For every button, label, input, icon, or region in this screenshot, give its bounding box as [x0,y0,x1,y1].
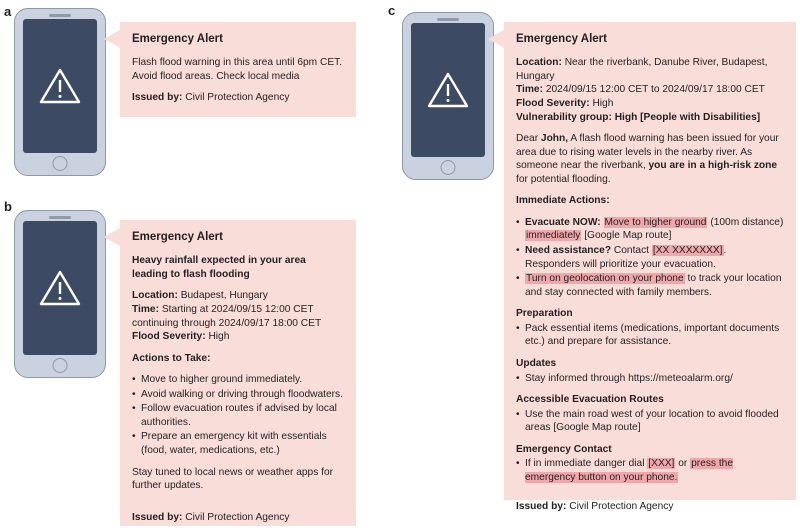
immediate-1-bold: Evacuate NOW: [525,216,601,228]
phone-home-button[interactable] [53,156,68,171]
alert-title: Emergency Alert [132,231,223,243]
list-item [516,216,784,243]
alert-card-a [120,22,356,117]
preparation-list [516,322,784,349]
contact-highlight-2: press the emergency button on your phone. [525,458,734,483]
alert-issued [132,511,344,525]
alert-greeting [516,132,784,186]
warning-triangle-icon [38,268,82,308]
phone-speaker [49,14,71,17]
phone-speaker [437,18,459,21]
list-item: • Prepare an emergency kit with essentials (food, water, medications, etc.) [132,430,344,457]
warning-triangle-icon [426,70,470,110]
phone-home-button[interactable] [53,358,68,373]
alert-title: Emergency Alert [132,33,223,45]
list-item [516,272,784,299]
actions-list [132,373,344,457]
immediate-2-bold: Need assistance? [525,245,612,257]
immediate-1-end: [Google Map route] [581,230,672,242]
updates-heading: Updates [516,357,557,369]
location-label: Location: [132,290,178,302]
phone-screen-c [411,23,485,157]
immediate-actions-list [516,216,784,299]
contact-list [516,457,784,484]
list-item: • Follow evacuation routes if advised by local authorities. [132,402,344,429]
list-item [516,244,784,271]
immediate-2-highlight: [XX XXXXXXX] [652,245,723,257]
alert-headline: Heavy rainfall expected in your area leading to flash flooding [132,255,306,280]
phone-screen-a [23,19,97,153]
panel-b-letter: b [4,199,12,214]
severity-value: High [592,97,614,109]
immediate-1-highlight-2: immediately [526,230,581,242]
panel-a-letter: a [4,4,12,19]
time-label: Time: [516,84,543,96]
location-value: Budapest, Hungary [180,290,268,302]
routes-heading: Accessible Evacuation Routes [516,394,664,406]
time-value: 2024/09/15 12:00 CET to 2024/09/17 18:00 CET [545,84,765,96]
callout-tail [104,228,120,246]
list-item: • Stay informed through https://meteoalarm.org/ [516,372,784,386]
issued-value: Civil Protection Agency [185,92,290,104]
time-label: Time: [132,303,159,315]
panel-c-letter: c [388,3,396,18]
issued-label: Issued by: [132,92,183,104]
list-item: • Pack essential items (medications, important documents etc.) and prepare for assistance. [516,322,784,349]
actions-heading: Actions to Take: [132,352,211,364]
severity-label: Flood Severity: [132,331,206,343]
greeting-name: John, [540,133,569,145]
phone-mockup-b [14,210,106,378]
preparation-heading: Preparation [516,308,573,320]
alert-issued [132,91,344,105]
issued-label: Issued by: [516,501,567,513]
routes-list [516,408,784,435]
time-value: Starting at 2024/09/15 12:00 CET continuing through 2024/09/17 18:00 CET [132,303,322,329]
phone-speaker [49,216,71,219]
greeting-pre: Dear [516,133,541,145]
issued-label: Issued by: [132,511,183,523]
alert-issued [516,500,784,514]
phone-home-button[interactable] [441,160,456,175]
immediate-1-highlight-1: Move to higher ground [604,216,707,228]
greeting-post: A flash flood warning has been issued for your area due to rising water levels in the nearby river. As someone near the riverbank, [516,133,779,172]
immediate-heading: Immediate Actions: [516,195,610,207]
alert-card-c [504,22,796,513]
immediate-2-end: . Responders will prioritize your evacuation. [525,245,727,270]
phone-mockup-c [402,12,494,180]
immediate-1-mid: (100m distance) [707,216,784,228]
contact-highlight-1: [XXX] [648,458,675,470]
alert-fields [516,56,784,124]
issued-value: Civil Protection Agency [569,501,674,513]
alert-fields [132,289,344,343]
phone-screen-b [23,221,97,355]
phone-mockup-a [14,8,106,176]
vulnerability-value: High [People with Disabilities] [614,111,761,123]
list-item: • Use the main road west of your location to avoid flooded areas [Google Map route] [516,408,784,435]
contact-pre: If in immediate danger dial [525,458,648,470]
updates-list [516,372,784,386]
location-value: Near the riverbank, Danube River, Budapest, Hungary [516,57,768,82]
alert-card-b [120,220,356,526]
alert-message: Flash flood warning in this area until 6pm CET. Avoid flood areas. Check local media [132,57,343,82]
severity-label: Flood Severity: [516,97,590,109]
alert-closing: Stay tuned to local news or weather apps for further updates. [132,466,334,492]
alert-title: Emergency Alert [516,33,607,45]
warning-triangle-icon [38,66,82,106]
issued-value: Civil Protection Agency [185,511,290,523]
location-label: Location: [516,57,562,69]
list-item: • Move to higher ground immediately. [132,373,344,387]
list-item: • Avoid walking or driving through floodwaters. [132,388,344,402]
callout-tail [488,30,504,48]
greeting-end: for potential flooding. [516,173,611,185]
contact-mid: or [675,458,691,470]
severity-value: High [208,331,230,343]
vulnerability-label: Vulnerability group: [516,111,612,123]
immediate-2-mid: Contact [611,245,652,257]
callout-tail [104,30,120,48]
immediate-3-end: to track your location and stay connected with family members. [525,273,782,298]
greeting-bold: you are in a high-risk zone [648,160,778,172]
list-item [516,457,784,484]
immediate-3-highlight: Turn on geolocation on your phone [526,273,684,285]
contact-heading: Emergency Contact [516,443,612,455]
